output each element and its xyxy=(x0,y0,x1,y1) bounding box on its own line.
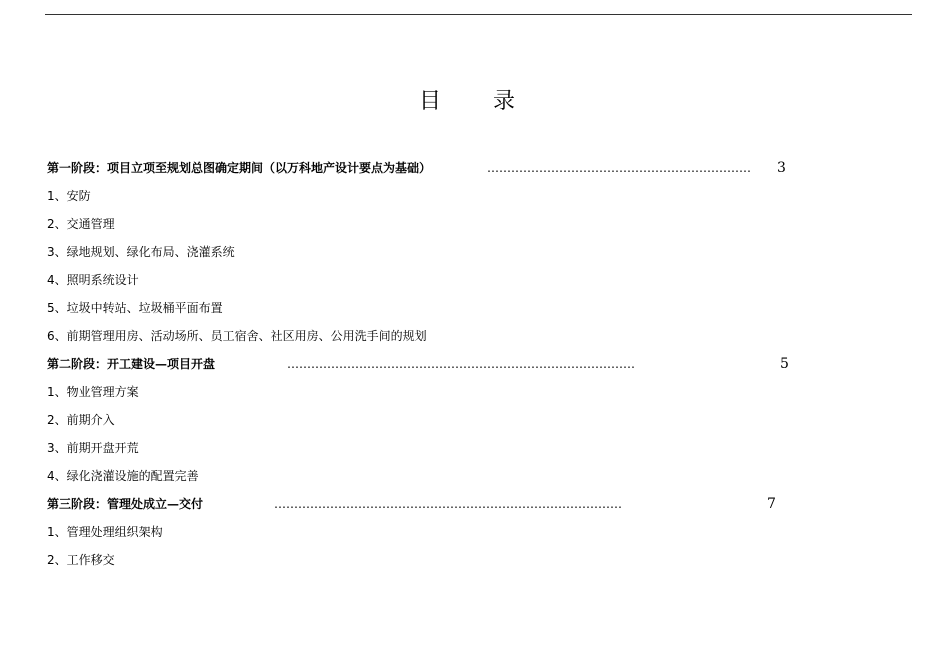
list-item: 3、绿地规划、绿化布局、浇灌系统 xyxy=(47,245,235,259)
header-rule xyxy=(45,14,912,15)
list-item: 5、垃圾中转站、垃圾桶平面布置 xyxy=(47,301,223,315)
table-of-contents xyxy=(47,155,807,575)
list-item: 1、物业管理方案 xyxy=(47,385,139,399)
page-number: 3 xyxy=(777,160,786,176)
list-item: 4、绿化浇灌设施的配置完善 xyxy=(47,469,199,483)
list-item: 2、工作移交 xyxy=(47,553,115,567)
toc-section-2[interactable] xyxy=(47,351,807,379)
title-char-2: 录 xyxy=(493,89,518,114)
list-item: 1、安防 xyxy=(47,189,91,203)
list-item: 4、照明系统设计 xyxy=(47,273,139,287)
list-item: 2、交通管理 xyxy=(47,217,115,231)
toc-section-3[interactable] xyxy=(47,491,807,519)
page-title xyxy=(0,84,936,115)
section-heading: 第一阶段：项目立项至规划总图确定期间（以万科地产设计要点为基础） xyxy=(47,161,432,175)
page-number: 5 xyxy=(780,356,789,372)
leader-dots: …………………………………………………………………………… xyxy=(287,357,635,371)
toc-section-1[interactable] xyxy=(47,155,807,183)
list-item: 1、管理处理组织架构 xyxy=(47,525,163,539)
list-item: 2、前期介入 xyxy=(47,413,115,427)
section-heading: 第二阶段：开工建设—项目开盘 xyxy=(47,357,216,371)
list-item: 3、前期开盘开荒 xyxy=(47,441,139,455)
section-heading: 第三阶段：管理处成立—交付 xyxy=(47,497,204,511)
list-item: 6、前期管理用房、活动场所、员工宿舍、社区用房、公用洗手间的规划 xyxy=(47,329,427,343)
page-number: 7 xyxy=(767,496,776,512)
leader-dots: …………………………………………………………………………… xyxy=(274,497,622,511)
leader-dots: ………………………………………………………… xyxy=(487,161,751,175)
title-char-1: 目 xyxy=(418,89,443,114)
